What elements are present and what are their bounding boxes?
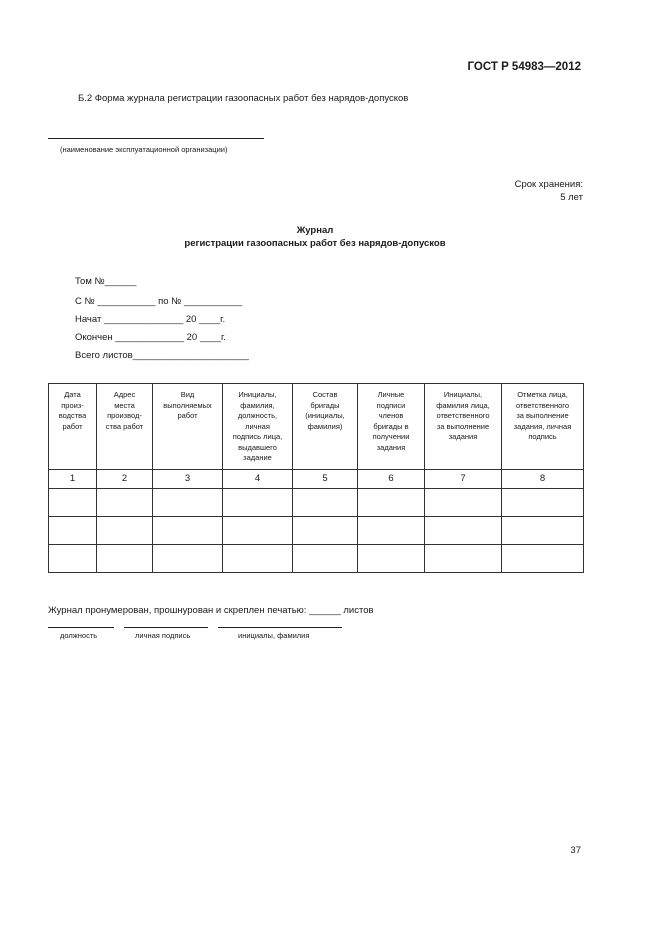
table-row — [49, 544, 584, 572]
journal-table — [48, 383, 584, 573]
numbered-statement: Журнал пронумерован, прошнурован и скреплен печатью: ______ листов — [48, 605, 374, 616]
storage-label: Срок хранения: — [514, 179, 583, 190]
name-line — [218, 627, 342, 628]
column-header: Дата произ- водства работ — [49, 384, 97, 470]
journal-title — [48, 225, 582, 250]
table-row — [49, 488, 584, 516]
table-cell — [97, 488, 153, 516]
table-cell — [97, 544, 153, 572]
table-cell — [358, 544, 425, 572]
table-cell — [223, 544, 293, 572]
organization-line — [48, 138, 264, 139]
organization-caption: (наименование эксплуатационной организации) — [60, 145, 228, 154]
storage-period — [0, 178, 583, 204]
finished-field: Окончен _____________ 20 ____г. — [75, 332, 226, 343]
column-header: Личные подписи членов бригады в получении задания — [358, 384, 425, 470]
column-number: 7 — [425, 470, 502, 489]
table-cell — [49, 544, 97, 572]
page-number: 37 — [570, 845, 581, 856]
table-cell — [49, 488, 97, 516]
storage-value: 5 лет — [560, 192, 583, 203]
table-cell — [293, 544, 358, 572]
standard-designation: ГОСТ Р 54983—2012 — [467, 61, 581, 73]
table-cell — [502, 488, 584, 516]
column-number: 5 — [293, 470, 358, 489]
signature-caption: личная подпись — [135, 631, 191, 640]
table-cell — [502, 516, 584, 544]
table-cell — [293, 488, 358, 516]
table-cell — [223, 516, 293, 544]
table-cell — [502, 544, 584, 572]
table-cell — [293, 516, 358, 544]
table-cell — [97, 516, 153, 544]
table-cell — [153, 544, 223, 572]
position-caption: должность — [60, 631, 98, 640]
table-cell — [425, 488, 502, 516]
table-cell — [425, 516, 502, 544]
column-header: Инициалы, фамилия, должность, личная подпись лица, выдавшего задание — [223, 384, 293, 470]
position-line — [48, 627, 114, 628]
started-field: Начат _______________ 20 ____г. — [75, 314, 226, 325]
column-number-row — [49, 470, 584, 489]
column-number: 1 — [49, 470, 97, 489]
signature-line — [124, 627, 208, 628]
total-sheets-field: Всего листов______________________ — [75, 350, 249, 361]
table-header-row — [49, 384, 584, 470]
table-cell — [425, 544, 502, 572]
table-cell — [358, 488, 425, 516]
journal-title-line1: Журнал — [296, 225, 334, 236]
column-header: Состав бригады (инициалы, фамилия) — [293, 384, 358, 470]
volume-field: Том №______ — [75, 276, 137, 287]
table-cell — [223, 488, 293, 516]
section-title: Б.2 Форма журнала регистрации газоопасных работ без нарядов-допусков — [78, 93, 409, 104]
column-header: Адрес места производ- ства работ — [97, 384, 153, 470]
column-number: 4 — [223, 470, 293, 489]
column-header: Вид выполняемых работ — [153, 384, 223, 470]
column-header: Инициалы, фамилия лица, ответственного за выполнение задания — [425, 384, 502, 470]
from-to-field: С № ___________ по № ___________ — [75, 296, 243, 307]
column-number: 3 — [153, 470, 223, 489]
table-row — [49, 516, 584, 544]
name-caption: инициалы, фамилия — [238, 631, 310, 640]
journal-title-line2: регистрации газоопасных работ без нарядов-допусков — [184, 237, 446, 249]
table-cell — [153, 516, 223, 544]
column-number: 8 — [502, 470, 584, 489]
column-header: Отметка лица, ответственного за выполнение задания, личная подпись — [502, 384, 584, 470]
table-cell — [153, 488, 223, 516]
table-cell — [358, 516, 425, 544]
table-cell — [49, 516, 97, 544]
column-number: 6 — [358, 470, 425, 489]
column-number: 2 — [97, 470, 153, 489]
